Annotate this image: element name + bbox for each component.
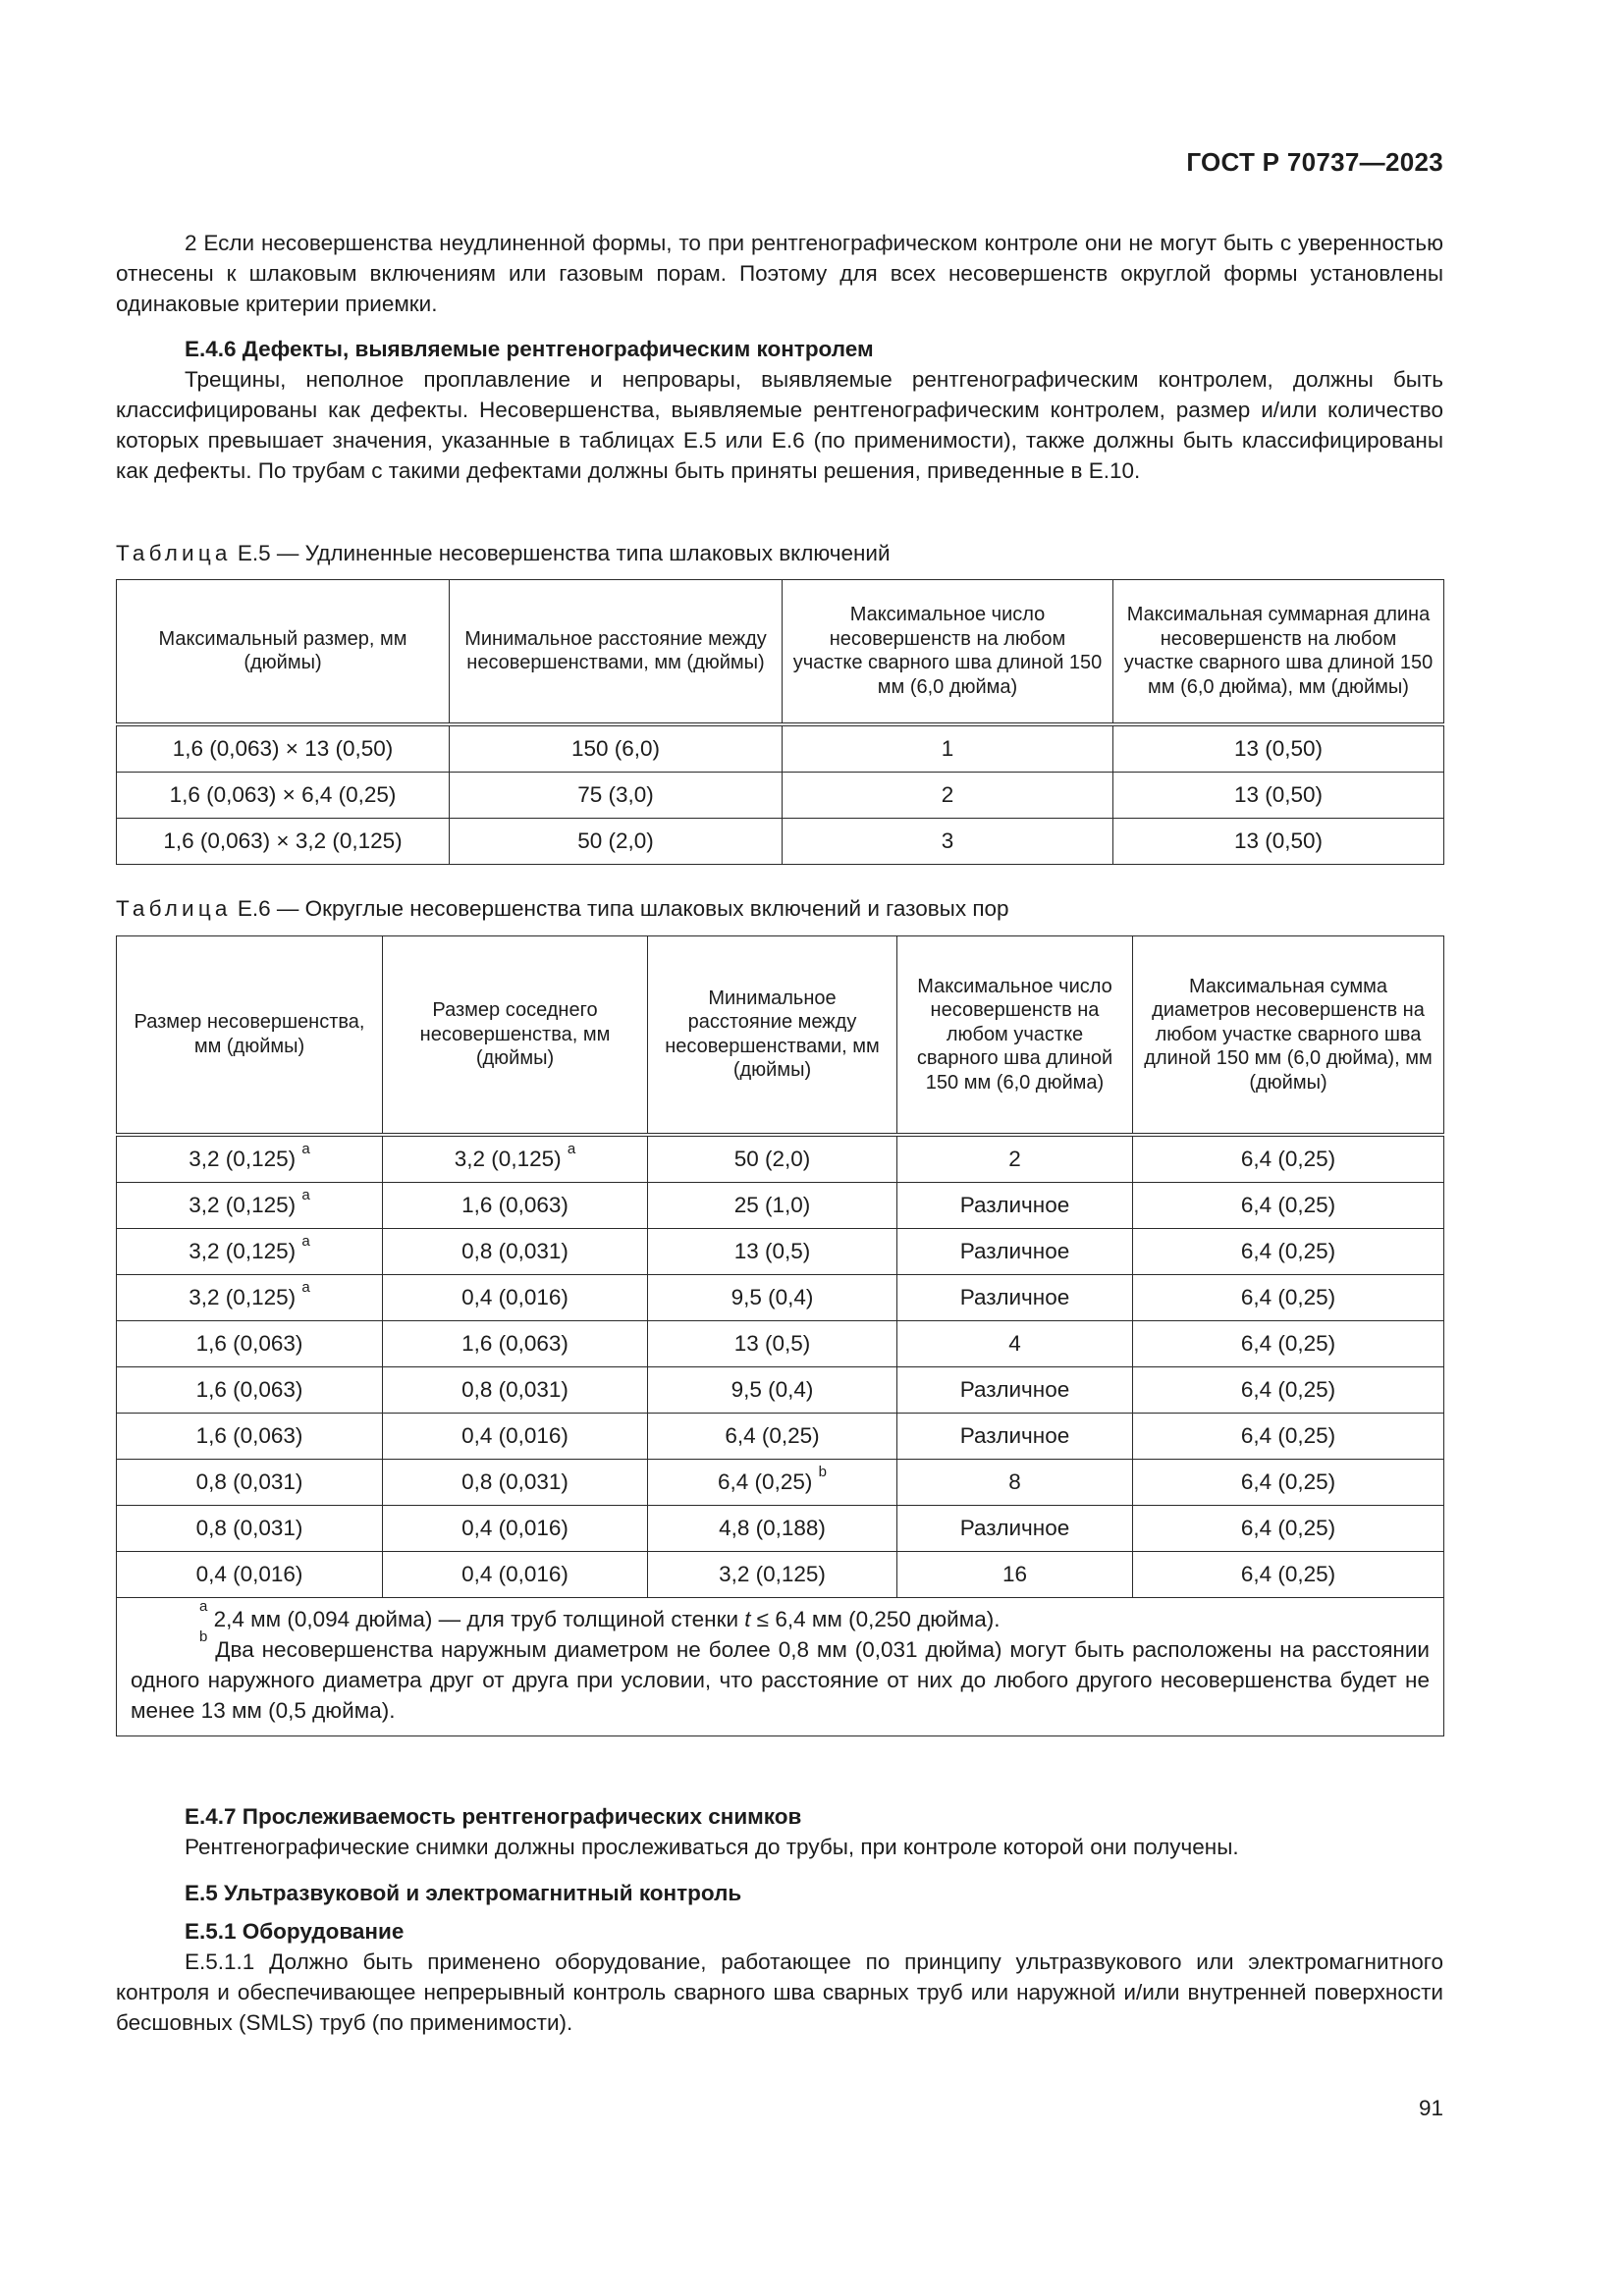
table-cell [383,1182,648,1228]
cell-value: 0,4 (0,016) [195,1561,303,1586]
table-row [117,1366,1444,1413]
table-row [117,1228,1444,1274]
table-cell [383,1551,648,1597]
cell-value: 3,2 (0,125) [454,1146,562,1171]
section-heading: E.4.7 Прослеживаемость рентгенографических снимков [185,1804,802,1829]
cell-value: 9,5 (0,4) [731,1284,814,1309]
cell-value: 6,4 (0,25) [1240,1422,1336,1448]
footnote-ref: a [301,1140,310,1157]
footnote-text: ≤ 6,4 мм (0,250 дюйма). [750,1606,1001,1631]
table-e5-block [116,538,1443,865]
table-cell [383,1413,648,1459]
table-cell [117,1459,383,1505]
table-cell: 13 (0,50) [1113,772,1444,818]
cell-value: Различное [959,1515,1070,1540]
table-notes [117,1597,1444,1735]
column-header: Размер соседнего несовершенства, мм (дюймы) [383,936,648,1135]
table-cell [383,1274,648,1320]
cell-value: 6,4 (0,25) [1240,1468,1336,1494]
table-row [117,1551,1444,1597]
table-cell [117,1413,383,1459]
table-cell [648,1459,897,1505]
cell-value: 50 (2,0) [733,1146,811,1171]
cell-value: 0,8 (0,031) [461,1238,568,1263]
table-cell: 2 [783,772,1113,818]
table-cell [897,1228,1133,1274]
section-heading: E.4.6 Дефекты, выявляемые рентгенографическим контролем [185,337,874,361]
table-cell [648,1320,897,1366]
column-header: Максимальный размер, мм (дюймы) [117,580,450,724]
table-cell [897,1135,1133,1183]
table-cell [383,1366,648,1413]
cell-value: 0,4 (0,016) [461,1561,568,1586]
section-text: Рентгенографические снимки должны прослеживаться до трубы, при контроле которой они получены. [185,1835,1239,1859]
cell-value: 1,6 (0,063) [195,1330,303,1356]
table-cell [648,1413,897,1459]
footnote-text: Два несовершенства наружным диаметром не более 0,8 мм (0,031 дюйма) могут быть расположены на расстоянии одного наружного диаметра друг от друга при условии, что расстояние от них до любого другого несовершенства будет не менее 13 мм (0,5 дюйма). [131,1636,1430,1723]
table-cell: 13 (0,50) [1113,724,1444,773]
table-cell [1133,1228,1444,1274]
cell-value: 6,4 (0,25) [1240,1238,1336,1263]
table-cell: 1,6 (0,063) × 3,2 (0,125) [117,818,450,864]
table-cell [117,1320,383,1366]
cell-value: Различное [959,1422,1070,1448]
cell-value: 6,4 (0,25) [718,1468,813,1494]
table-cell: 3 [783,818,1113,864]
table-cell [117,1228,383,1274]
cell-value: 6,4 (0,25) [725,1422,820,1448]
table-cell [1133,1551,1444,1597]
intro-note: 2 Если несовершенства неудлиненной формы, то при рентгенографическом контроле они не могут быть с уверенностью отнесены к шлаковым включениям или газовым порам. Поэтому для всех несовершенств округлой формы установлены одинаковые критерии приемки. [116,231,1443,316]
table-cell [1133,1366,1444,1413]
table-cell [383,1459,648,1505]
cell-value: 6,4 (0,25) [1240,1376,1336,1402]
cell-value: 1,6 (0,063) [461,1330,568,1356]
table-row [117,1182,1444,1228]
footnote-ref: a [301,1232,310,1250]
table-cell [897,1551,1133,1597]
cell-value: 1,6 (0,063) [195,1422,303,1448]
footnote-mark: b [199,1628,208,1645]
table-cell [117,1551,383,1597]
cell-value: 25 (1,0) [733,1192,811,1217]
cell-value: Различное [959,1284,1070,1309]
cell-value: 6,4 (0,25) [1240,1192,1336,1217]
table-caption-text: E.5 — Удлиненные несовершенства типа шлаковых включений [237,541,891,565]
cell-value: 0,4 (0,016) [461,1515,568,1540]
table-cell [648,1228,897,1274]
cell-value: 0,4 (0,016) [461,1284,568,1309]
table-e6 [116,935,1444,1736]
column-header: Минимальное расстояние между несовершенствами, мм (дюймы) [648,936,897,1135]
table-notes-row [117,1597,1444,1735]
cell-value: 6,4 (0,25) [1240,1330,1336,1356]
table-cell [897,1366,1133,1413]
table-e5 [116,579,1444,865]
table-cell [117,1505,383,1551]
table-cell [648,1551,897,1597]
table-cell [897,1459,1133,1505]
table-cell [897,1413,1133,1459]
table-cell [1133,1320,1444,1366]
column-header: Максимальная суммарная длина несовершенств на любом участке сварного шва длиной 150 мм (6,0 дюйма), мм (дюймы) [1113,580,1444,724]
footnote-ref: a [567,1140,576,1157]
section-text: E.5.1.1 Должно быть применено оборудование, работающее по принципу ультразвукового или электромагнитного контроля и обеспечивающее непрерывный контроль сварного шва сварных труб или наружной и/или внутренней поверхности бесшовных (SMLS) труб (по применимости). [116,1949,1443,2035]
table-cell: 1,6 (0,063) × 6,4 (0,25) [117,772,450,818]
table-cell [648,1505,897,1551]
table-cell [117,1135,383,1183]
table-row [117,1459,1444,1505]
table-caption-text: E.6 — Округлые несовершенства типа шлаковых включений и газовых пор [237,896,1009,921]
section-e47 [116,1801,1443,1862]
footnote-text: 2,4 мм (0,094 дюйма) — для труб толщиной стенки [213,1606,745,1631]
cell-value: 3,2 (0,125) [189,1146,297,1171]
table-header-row [117,580,1444,724]
table-cell: 13 (0,50) [1113,818,1444,864]
table-row [117,1320,1444,1366]
cell-value: 4,8 (0,188) [719,1515,826,1540]
table-row [117,724,1444,773]
column-header: Максимальное число несовершенств на любом участке сварного шва длиной 150 мм (6,0 дюйма) [783,580,1113,724]
cell-value: Различное [959,1192,1070,1217]
cell-value: 4 [1008,1330,1021,1356]
cell-value: 6,4 (0,25) [1240,1284,1336,1309]
table-cell: 1,6 (0,063) × 13 (0,50) [117,724,450,773]
table-caption-label: Таблица [116,896,232,921]
table-row [117,818,1444,864]
table-cell: 50 (2,0) [450,818,783,864]
table-cell [1133,1182,1444,1228]
column-header: Максимальное число несовершенств на любом участке сварного шва длиной 150 мм (6,0 дюйма) [897,936,1133,1135]
cell-value: 0,8 (0,031) [195,1515,303,1540]
footnote-b [131,1628,1430,1726]
table-e6-block [116,893,1443,1736]
footnote-variable: t [744,1606,751,1631]
cell-value: 3,2 (0,125) [189,1238,297,1263]
column-header: Максимальная сумма диаметров несовершенств на любом участке сварного шва длиной 150 мм (6,0 дюйма), мм (дюймы) [1133,936,1444,1135]
table-cell [1133,1274,1444,1320]
table-cell [383,1228,648,1274]
table-cell [1133,1505,1444,1551]
cell-value: 6,4 (0,25) [1240,1515,1336,1540]
column-header: Минимальное расстояние между несовершенствами, мм (дюймы) [450,580,783,724]
table-cell [383,1320,648,1366]
cell-value: 6,4 (0,25) [1240,1561,1336,1586]
table-caption [116,538,1443,568]
table-cell [1133,1459,1444,1505]
cell-value: 16 [1001,1561,1028,1586]
table-cell [897,1505,1133,1551]
cell-value: 0,4 (0,016) [461,1422,568,1448]
cell-value: 9,5 (0,4) [731,1376,814,1402]
cell-value: 2 [1008,1146,1021,1171]
table-cell: 75 (3,0) [450,772,783,818]
cell-value: 13 (0,5) [733,1330,811,1356]
cell-value: 1,6 (0,063) [461,1192,568,1217]
cell-value: 3,2 (0,125) [189,1192,297,1217]
table-row [117,772,1444,818]
table-cell [897,1182,1133,1228]
section-e46 [116,334,1443,486]
table-cell: 150 (6,0) [450,724,783,773]
column-header: Размер несовершенства, мм (дюймы) [117,936,383,1135]
table-cell [648,1135,897,1183]
table-cell [648,1366,897,1413]
cell-value: 1,6 (0,063) [195,1376,303,1402]
section-e51 [116,1916,1443,2038]
footnote-a [131,1597,1430,1634]
section-heading: E.5 Ультразвуковой и электромагнитный контроль [185,1881,742,1905]
table-cell [648,1182,897,1228]
table-row [117,1413,1444,1459]
table-cell [897,1274,1133,1320]
cell-value: 0,8 (0,031) [461,1468,568,1494]
footnote-mark: a [199,1597,208,1615]
table-cell [383,1135,648,1183]
table-cell [117,1182,383,1228]
cell-value: 8 [1008,1468,1021,1494]
footnote-ref: a [301,1186,310,1203]
table-header-row [117,936,1444,1135]
table-cell [117,1274,383,1320]
table-cell [117,1366,383,1413]
section-e5 [116,1878,1443,1908]
cell-value: Различное [959,1376,1070,1402]
footnote-ref: b [818,1463,827,1480]
table-caption [116,893,1443,924]
section-heading: E.5.1 Оборудование [185,1919,405,1944]
cell-value: 0,8 (0,031) [195,1468,303,1494]
page-number: 91 [1418,2096,1443,2120]
table-cell [897,1320,1133,1366]
cell-value: Различное [959,1238,1070,1263]
table-cell: 1 [783,724,1113,773]
cell-value: 0,8 (0,031) [461,1376,568,1402]
footnote-ref: a [301,1278,310,1296]
cell-value: 6,4 (0,25) [1240,1146,1336,1171]
table-row [117,1274,1444,1320]
section-text: Трещины, неполное проплавление и непровары, выявляемые рентгенографическим контролем, должны быть классифицированы как дефекты. Несовершенства, выявляемые рентгенографическим контролем, размер и/или количество которых превышает значения, указанные в таблицах E.5 или E.6 (по применимости), также должны быть классифицированы как дефекты. По трубам с такими дефектами должны быть приняты решения, приведенные в E.10. [116,367,1443,483]
cell-value: 13 (0,5) [733,1238,811,1263]
table-cell [648,1274,897,1320]
table-caption-label: Таблица [116,541,232,565]
table-row [117,1505,1444,1551]
table-row [117,1135,1444,1183]
standard-number: ГОСТ Р 70737—2023 [1186,147,1443,177]
table-cell [1133,1135,1444,1183]
table-cell [383,1505,648,1551]
table-cell [1133,1413,1444,1459]
cell-value: 3,2 (0,125) [189,1284,297,1309]
table-body [117,1135,1444,1598]
cell-value: 3,2 (0,125) [719,1561,826,1586]
